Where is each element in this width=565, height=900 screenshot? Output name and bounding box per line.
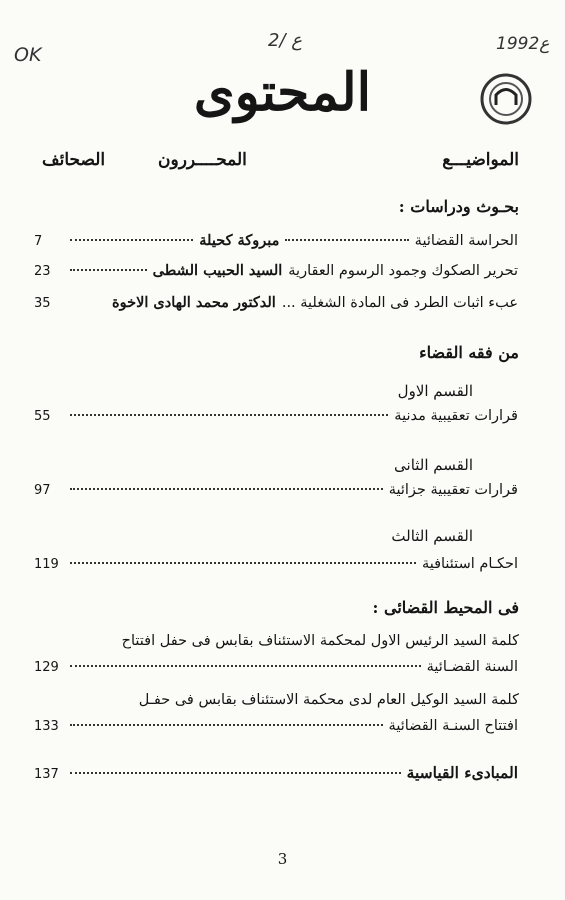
toc-author: مبروكة كحيلة <box>199 232 280 249</box>
toc-title: تحرير الصكوك وجمود الرسوم العقارية <box>288 263 518 279</box>
dot-leader <box>70 562 416 564</box>
toc-title: قرارات تعقيبية جزائية <box>388 482 518 498</box>
toc-page: 97 <box>34 483 51 498</box>
toc-title: المبادىء القياسية <box>406 763 518 782</box>
toc-row[interactable] <box>34 262 518 286</box>
toc-row[interactable] <box>34 659 518 683</box>
dot-leader <box>70 414 388 416</box>
section-milieu: فى المحيط القضائى : <box>372 598 519 617</box>
toc-title: قرارات تعقيبية مدنية <box>394 408 518 424</box>
toc-page: 23 <box>34 264 51 279</box>
dot-leader <box>70 239 193 241</box>
header-topics: المواضيـــع <box>442 150 519 170</box>
toc-row[interactable] <box>34 718 518 742</box>
toc-row[interactable] <box>34 232 518 256</box>
toc-author: الدكتور محمد الهادى الاخوة <box>112 294 276 311</box>
toc-title: السنة القضـائية <box>426 659 518 675</box>
toc-page: 119 <box>34 557 59 572</box>
toc-author: السيد الحبيب الشطى <box>152 262 283 279</box>
speech-line: كلمة السيد الرئيس الاول لمحكمة الاستئناف بقابس فى حفل افتتاح <box>121 633 519 649</box>
dot-leader <box>70 665 421 667</box>
toc-row[interactable] <box>34 408 518 432</box>
header-pages: الصحائف <box>42 150 106 170</box>
handwritten-year-mark: 1992ع <box>496 34 550 54</box>
part-heading: القسم الثالث <box>391 527 473 545</box>
section-fiqh: من فقه القضاء <box>419 343 519 362</box>
toc-row[interactable] <box>34 556 518 580</box>
dot-leader <box>70 724 383 726</box>
toc-title: عبء اثبات الطرد فى المادة الشغلية ... <box>281 295 518 311</box>
toc-page: 133 <box>34 719 59 734</box>
toc-row[interactable] <box>34 482 518 506</box>
dot-leader <box>285 239 408 241</box>
header-editors: المحــــررون <box>158 150 247 170</box>
handwritten-top-mark: 2/ ع <box>268 30 302 51</box>
handwritten-ok-mark: OK <box>14 44 42 66</box>
toc-row[interactable] <box>34 763 518 787</box>
dot-leader <box>70 772 401 774</box>
toc-page: 137 <box>34 767 59 782</box>
part-heading: القسم الثانى <box>394 456 473 474</box>
toc-title: افتتاح السنـة القضائية <box>388 718 518 734</box>
toc-title: الحراسة القضائية <box>414 233 518 249</box>
toc-page: 129 <box>34 660 59 675</box>
dot-leader <box>70 488 383 490</box>
toc-page: 55 <box>34 409 51 424</box>
dot-leader <box>70 269 147 271</box>
page-number: 3 <box>277 850 288 868</box>
page-title: المحتوى <box>193 62 372 123</box>
toc-page: 35 <box>34 296 51 311</box>
toc-row[interactable] <box>34 294 518 318</box>
section-studies: بحـوث ودراسات : <box>398 197 519 216</box>
speech-line: كلمة السيد الوكيل العام لدى محكمة الاستئناف بقابس فى حفـل <box>138 692 519 708</box>
toc-page: 7 <box>33 234 43 249</box>
part-heading: القسم الاول <box>397 382 473 400</box>
toc-title: احكـام استئنافية <box>421 556 518 572</box>
